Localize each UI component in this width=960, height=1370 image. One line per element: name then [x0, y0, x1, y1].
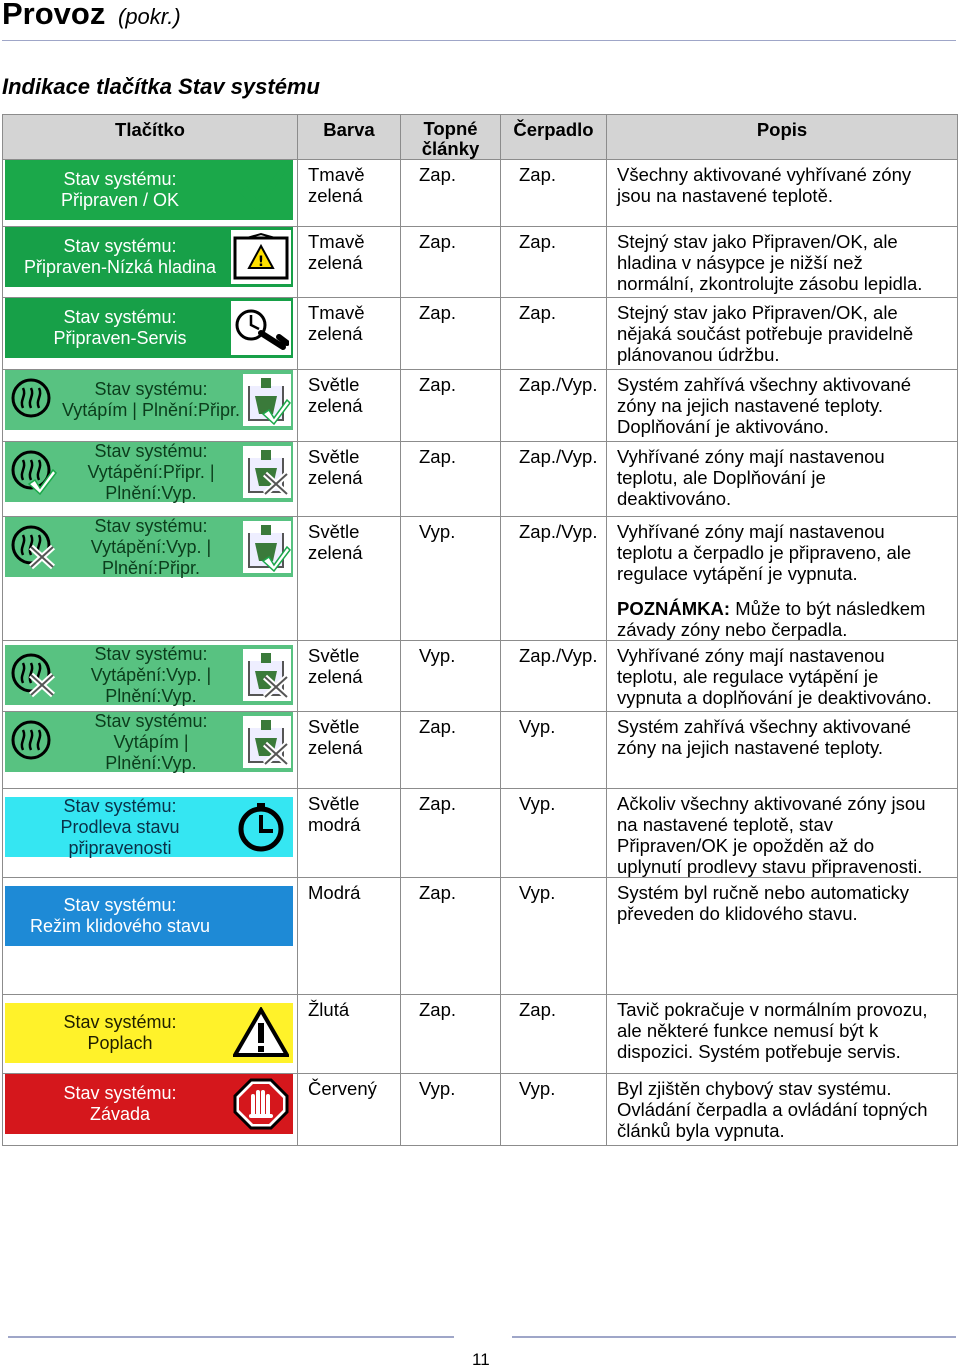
table-row — [3, 712, 958, 789]
status-button-service-wrench[interactable] — [5, 298, 293, 358]
pump-cell: Vyp. — [501, 712, 607, 789]
status-button-label-line: Plnění:Připr. — [101, 557, 201, 578]
description-line: uplynutí prodlevy stavu připravenosti. — [617, 856, 923, 877]
status-button-label-line: Stav systému: — [94, 643, 208, 664]
color-value: Světle — [308, 446, 360, 467]
color-value: Modrá — [308, 882, 361, 903]
color-value: zelená — [308, 395, 363, 416]
description-line: hladina v násypce je nižší než — [617, 252, 863, 273]
footer-rule-right — [512, 1336, 956, 1338]
description-line: zóny na jejich nastavené teploty. — [617, 395, 884, 416]
status-button-label-line: Plnění:Vyp. — [105, 685, 197, 706]
pump-cell: Zap. — [501, 995, 607, 1074]
pump-cell: Zap. — [501, 298, 607, 370]
heaters-cell: Zap. — [401, 995, 501, 1074]
button-cell — [3, 442, 298, 517]
description-line: zóny na jejich nastavené teploty. — [617, 737, 884, 758]
status-button-label-line: Vytápím | Plnění:Připr. — [61, 400, 241, 420]
description-line: Systém zahřívá všechny aktivované — [617, 374, 912, 395]
status-button-timer[interactable] — [5, 797, 293, 857]
heaters-cell: Zap. — [401, 370, 501, 442]
description-line: Všechny aktivované vyhřívané zóny — [617, 164, 912, 185]
description-line: převeden do klidového stavu. — [617, 903, 858, 924]
color-value: zelená — [308, 737, 363, 758]
pump-cell: Zap. — [501, 160, 607, 227]
status-button-heater-ok-fill-off[interactable] — [5, 442, 293, 502]
description-line: Vyhřívané zóny mají nastavenou — [617, 446, 885, 467]
section-title: Indikace tlačítka Stav systému — [2, 74, 320, 99]
heaters-cell: Zap. — [401, 298, 501, 370]
page-header — [0, 0, 960, 42]
status-button-label-line: Stav systému: — [63, 895, 177, 915]
table-row — [3, 517, 958, 641]
table-row — [3, 1074, 958, 1146]
heater-fill-ok-icon — [243, 374, 291, 426]
description-line: vypnuta a doplňování je deaktivováno. — [617, 687, 932, 708]
status-button-label-line: Závada — [89, 1104, 151, 1124]
description-line: ale některé funkce nemusí být k — [617, 1020, 879, 1041]
pump-cell: Zap./Vyp. — [501, 370, 607, 442]
description-line: Ovládání čerpadla a ovládání topných — [617, 1099, 928, 1120]
status-button-label-line: Plnění:Vyp. — [105, 482, 197, 503]
alarm-warning-icon — [231, 1006, 291, 1060]
pump-cell: Zap. — [501, 227, 607, 298]
button-cell — [3, 517, 298, 641]
status-button-label-line: připravenosti — [68, 837, 172, 858]
heater-icon — [9, 376, 57, 424]
button-cell — [3, 1074, 298, 1146]
status-button-heater-fill-off[interactable] — [5, 712, 293, 772]
status-button-checkmark[interactable] — [5, 160, 293, 220]
description-line: plánovanou údržbu. — [617, 344, 780, 365]
description-line: Stejný stav jako Připraven/OK, ale — [617, 302, 898, 323]
status-button-label-line: Stav systému: — [63, 795, 177, 816]
button-cell — [3, 712, 298, 789]
note-text: Může to být následkem — [735, 598, 926, 619]
table-row — [3, 370, 958, 442]
table-row — [3, 641, 958, 712]
note-text-line2: závady zóny nebo čerpadla. — [617, 619, 848, 640]
button-cell — [3, 789, 298, 878]
color-value: Světle — [308, 716, 360, 737]
description-line: teplotu a čerpadlo je připraveno, ale — [617, 542, 912, 563]
col-header-pump: Čerpadlo — [501, 115, 607, 160]
status-button-label-line: Poplach — [87, 1033, 153, 1053]
color-value: modrá — [308, 814, 361, 835]
heaters-cell: Zap. — [401, 227, 501, 298]
description-line: teplotu, ale Doplňování je — [617, 467, 826, 488]
description-cell — [607, 995, 958, 1074]
color-cell — [298, 227, 401, 298]
color-value: Tmavě — [308, 164, 365, 185]
color-value: zelená — [308, 252, 363, 273]
table-row — [3, 442, 958, 517]
color-value: Červený — [308, 1078, 377, 1099]
pump-cell: Vyp. — [501, 789, 607, 878]
color-value: Světle — [308, 374, 360, 395]
low-level-warning-icon — [231, 230, 291, 284]
footer-rule-left — [8, 1336, 454, 1338]
table-row — [3, 227, 958, 298]
description-line: normální, zkontrolujte zásobu lepidla. — [617, 273, 923, 294]
col-header-button: Tlačítko — [3, 115, 298, 160]
color-value: Žlutá — [308, 999, 350, 1020]
status-button-label-line: Vytápění:Vyp. | — [90, 536, 212, 557]
description-cell — [607, 878, 958, 995]
page-title: Provoz — [2, 0, 106, 31]
color-cell — [298, 641, 401, 712]
header-rule — [2, 40, 956, 41]
status-button-label — [5, 236, 231, 278]
heater-off-fill-ok-icon — [243, 521, 291, 573]
button-cell — [3, 298, 298, 370]
standby-thermometer-icon — [231, 889, 291, 943]
heater-fill-off-icon — [243, 716, 291, 768]
color-cell — [298, 878, 401, 995]
color-value: Tmavě — [308, 231, 365, 252]
table-header-row — [3, 115, 958, 160]
button-cell — [3, 370, 298, 442]
heaters-cell: Zap. — [401, 878, 501, 995]
status-button-label-line: Vytápění:Vyp. | — [90, 664, 212, 685]
status-button-label-line: Stav systému: — [63, 307, 177, 327]
status-button-label-line: Stav systému: — [63, 1083, 177, 1103]
status-button-label-line: Režim klidového stavu — [29, 916, 211, 936]
description-line: teplotu, ale regulace vytápění je — [617, 666, 879, 687]
status-button-heater-fill-ok[interactable] — [5, 370, 293, 430]
heaters-cell: Vyp. — [401, 641, 501, 712]
status-button-label-line: Vytápění:Připr. | — [87, 461, 215, 482]
heater-icon — [9, 523, 57, 571]
pump-cell: Zap./Vyp. — [501, 517, 607, 641]
status-button-label-line: Prodleva stavu — [60, 816, 180, 837]
description-line: deaktivováno. — [617, 488, 732, 509]
svg-text:!: ! — [257, 254, 265, 270]
button-cell — [3, 641, 298, 712]
description-cell — [607, 789, 958, 878]
description-cell — [607, 370, 958, 442]
page-subtitle: (pokr.) — [118, 4, 181, 29]
heaters-cell: Zap. — [401, 160, 501, 227]
table-row — [3, 298, 958, 370]
status-button-label-line: Stav systému: — [94, 379, 208, 399]
col-header-color: Barva — [298, 115, 401, 160]
status-button-label-line: Připraven / OK — [60, 190, 180, 210]
button-cell — [3, 878, 298, 995]
description-line: Připraven/OK je opožděn až do — [617, 835, 875, 856]
timer-icon — [231, 800, 291, 854]
note — [617, 598, 953, 619]
service-wrench-icon — [231, 301, 291, 355]
pump-cell: Zap./Vyp. — [501, 641, 607, 712]
description-line: Systém zahřívá všechny aktivované — [617, 716, 912, 737]
color-value: Světle — [308, 521, 360, 542]
status-button-heater-off-fill-ok[interactable] — [5, 517, 293, 577]
status-button-alarm-warning[interactable] — [5, 1003, 293, 1063]
col-header-description: Popis — [607, 115, 958, 160]
page-number: 11 — [472, 1350, 490, 1369]
description-line: dispozici. Systém potřebuje servis. — [617, 1041, 901, 1062]
description-line: článků byla vypnuta. — [617, 1120, 785, 1141]
description-line: Byl zjištěn chybový stav systému. — [617, 1078, 892, 1099]
color-value: Tmavě — [308, 302, 365, 323]
status-button-label-line: Připraven-Nízká hladina — [23, 257, 217, 277]
heater-off-fill-off-icon — [243, 649, 291, 701]
color-value: zelená — [308, 542, 363, 563]
heater-icon — [9, 448, 57, 496]
description-line: Tavič pokračuje v normálním provozu, — [617, 999, 928, 1020]
color-value: zelená — [308, 323, 363, 344]
description-line: Doplňování je aktivováno. — [617, 416, 829, 437]
heaters-cell: Zap. — [401, 442, 501, 517]
status-button-label-line: Stav systému: — [94, 710, 208, 731]
status-button-label-line: Stav systému: — [94, 515, 208, 536]
status-button-label — [5, 1083, 231, 1125]
heaters-cell: Vyp. — [401, 517, 501, 641]
description-cell — [607, 160, 958, 227]
description-cell — [607, 442, 958, 517]
description-cell — [607, 517, 958, 641]
color-cell — [298, 298, 401, 370]
col-header-heaters: Topné články — [401, 115, 501, 160]
status-button-label — [5, 169, 231, 211]
status-button-label — [5, 1012, 231, 1054]
status-button-label-line: Plnění:Vyp. — [105, 752, 197, 773]
color-value: Světle — [308, 645, 360, 666]
status-button-label-line: Připraven-Servis — [53, 328, 187, 348]
pump-cell: Zap./Vyp. — [501, 442, 607, 517]
color-value: zelená — [308, 666, 363, 687]
status-indicator-table — [2, 114, 958, 1146]
status-button-fault-hand[interactable] — [5, 1074, 293, 1134]
description-cell — [607, 1074, 958, 1146]
description-cell — [607, 712, 958, 789]
status-button-low-level-warning[interactable] — [5, 227, 293, 287]
table-row — [3, 995, 958, 1074]
heaters-cell: Zap. — [401, 712, 501, 789]
status-button-heater-off-fill-off[interactable] — [5, 645, 293, 705]
description-line: nějaká součást potřebuje pravidelně — [617, 323, 914, 344]
button-cell — [3, 995, 298, 1074]
heaters-cell: Vyp. — [401, 1074, 501, 1146]
status-button-label-line: Stav systému: — [63, 1012, 177, 1032]
color-cell — [298, 160, 401, 227]
description-line: regulace vytápění je vypnuta. — [617, 563, 858, 584]
status-button-standby-thermometer[interactable] — [5, 886, 293, 946]
description-cell — [607, 641, 958, 712]
note-label: POZNÁMKA: — [617, 598, 731, 619]
table-row — [3, 789, 958, 878]
pump-cell: Vyp. — [501, 1074, 607, 1146]
fault-hand-icon — [231, 1077, 291, 1131]
status-button-label-line: Stav systému: — [63, 236, 177, 256]
color-cell — [298, 789, 401, 878]
description-line: Vyhřívané zóny mají nastavenou — [617, 645, 885, 666]
color-cell — [298, 370, 401, 442]
status-button-label — [5, 895, 231, 937]
color-value: zelená — [308, 467, 363, 488]
button-cell — [3, 227, 298, 298]
button-cell — [3, 160, 298, 227]
heaters-cell: Zap. — [401, 789, 501, 878]
color-cell — [298, 1074, 401, 1146]
color-cell — [298, 442, 401, 517]
description-line: Ačkoliv všechny aktivované zóny jsou — [617, 793, 926, 814]
description-cell — [607, 298, 958, 370]
description-line: na nastavené teplotě, stav — [617, 814, 833, 835]
status-button-label-line: Vytápím | — [113, 731, 189, 752]
heater-ok-fill-off-icon — [243, 446, 291, 498]
description-line: Systém byl ručně nebo automaticky — [617, 882, 910, 903]
color-value: zelená — [308, 185, 363, 206]
heater-icon — [9, 651, 57, 699]
status-button-label-line: Stav systému: — [63, 169, 177, 189]
table-row — [3, 160, 958, 227]
color-cell — [298, 995, 401, 1074]
color-value: Světle — [308, 793, 360, 814]
status-button-label-line: Stav systému: — [94, 440, 208, 461]
description-cell — [607, 227, 958, 298]
table-row — [3, 878, 958, 995]
description-line: Stejný stav jako Připraven/OK, ale — [617, 231, 898, 252]
color-cell — [298, 712, 401, 789]
checkmark-icon — [231, 163, 291, 217]
color-cell — [298, 517, 401, 641]
heater-icon — [9, 718, 57, 766]
description-line: Vyhřívané zóny mají nastavenou — [617, 521, 885, 542]
pump-cell: Vyp. — [501, 878, 607, 995]
status-button-label — [5, 796, 231, 859]
status-button-label — [5, 307, 231, 349]
description-line: jsou na nastavené teplotě. — [617, 185, 833, 206]
